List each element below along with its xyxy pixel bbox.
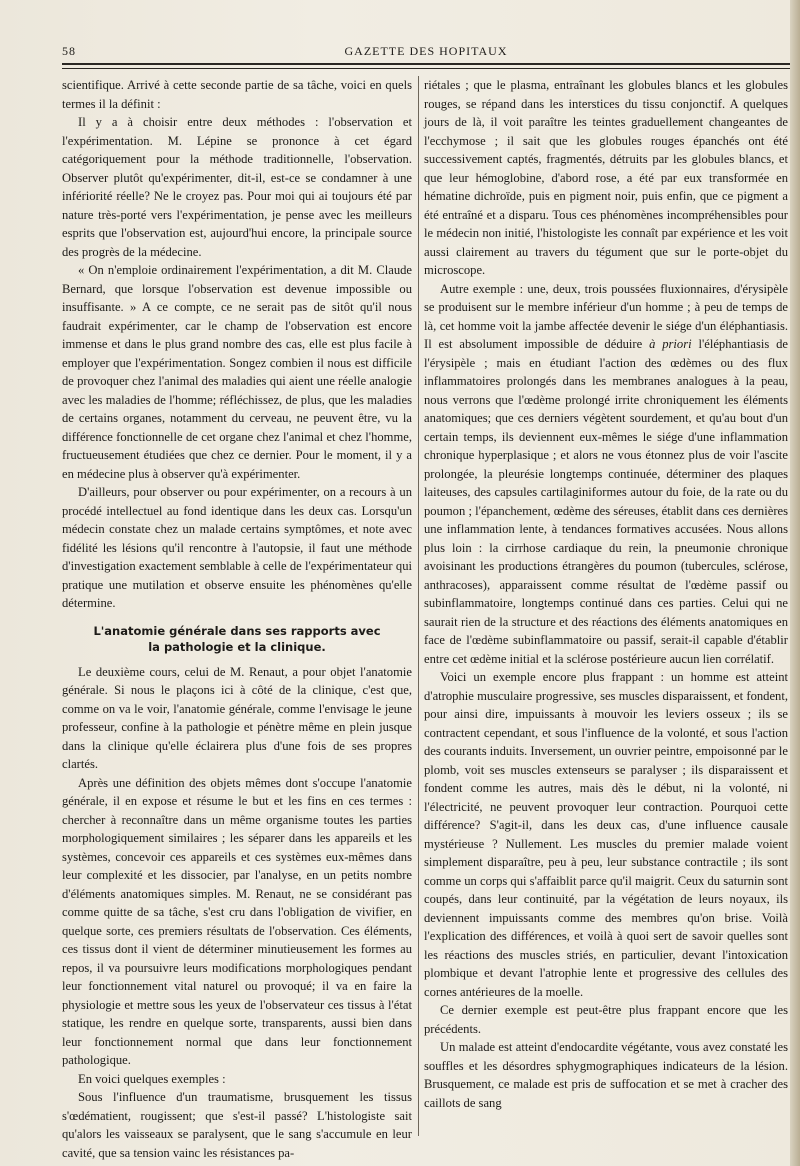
- paragraph: D'ailleurs, pour observer ou pour expérimenter, on a recours à un procédé intellectuel au fond identique dans les deux cas. Lorsqu'un médecin constate chez un malade certains symptômes, et note avec fidélité les lésions qu'il rencontre à l'autopsie, il faut une méthode d'investigation exactement semblable à celle de l'expérimentateur qui pratique une mutilation et observe ensuite les phénomènes qu'elle détermine.: [62, 485, 412, 610]
- paragraph: Ce dernier exemple est peut-être plus frappant encore que les précédents.: [424, 1003, 788, 1036]
- right-column: [424, 76, 788, 1112]
- paragraph: riétales ; que le plasma, entraînant les globules blancs et les globules rouges, se répand dans les interstices du tissu conjonctif. A quelques jours de là, il voit paraître les teintes graduellement changeantes de l'ecchymose ; il sait que les globules rouges épanchés ont été successivement captés, fragmentés, détruits par les globules blancs, et que leur hémoglobine, d'abord rose, a été par eux transformée en hématine dichroïde, puis en pigment noir, puis enfin, que ce pigment a été entraîné et a disparu. Tous ces phénomènes incompréhensibles pour le médecin non initié, l'histologiste les connaît par expérience et les voit aussi clairement au travers du tégument que sur le porte-objet du microscope.: [424, 78, 788, 277]
- section-heading-line: la pathologie et la clinique.: [148, 639, 326, 654]
- paragraph-text: Autre exemple : une, deux, trois poussées fluxionnaires, d'érysipèle se produisent sur le membre inférieur d'un homme ; à peu de temps de là, cet homme voit la jambe affectée devenir le siége d'un éléphantiasis. Il est absolument impossible de déduire: [424, 281, 788, 351]
- section-heading-line: L'anatomie générale dans ses rapports avec: [93, 623, 381, 638]
- paragraph-text: l'éléphantiasis de l'érysipèle ; mais en étudiant l'action des œdèmes ou des flux inflammatoires prolongés dans les membranes analogues à la peau, nous verrons que l'œdème prolongé irrite chroniquement les éléments anatomiques; que ces derniers végètent sourdement, et qu'au bout d'un certain temps, ils deviennent eux-mêmes le siége d'une inflammation chronique hyperplasique ; et alors ne vous étonnez plus de voir l'ascite prolongée, la pleurésie longtemps continuée, déterminer des plaques laiteuses, des capsules cartilaginiformes autour du foie, de la rate ou du poumon ; l'épanchement, œdème des séreuses, établit dans ces dernières une inflammation lente, à tendances formatives accusées. Nous allons plus loin : la cirrhose cardiaque du rein, la pneumonie chronique avoisinant les productions étrangères du poumon (tubercules, sclérose, anthracoses), apparaissent comme résultat de l'œdème passif ou subinflammatoire, longtemps continué dans ces parties. Celui qui ne saurait rien de la structure et des réactions des éléments anatomiques en face de l'œdème subinflammatoire ou passif, serait-il capable d'établir entre cet œdème initial et la sclérose postérieure aucun lien corrélatif.: [424, 337, 789, 666]
- page-edge: [790, 0, 800, 1166]
- paragraph: Un malade est atteint d'endocardite végétante, vous avez constaté les souffles et les désordres sphygmographiques indicateurs de la lésion. Brusquement, ce malade est pris de suffocation et se met à cracher des caillots de sang: [424, 1040, 788, 1110]
- paragraph: Le deuxième cours, celui de M. Renaut, a pour objet l'anatomie générale. Si nous le plaçons ici à côté de la clinique, c'est que, comme on va le voir, l'anatomie générale, comme l'envisage le jeune professeur, confine à la pathologie et pénètre même en plein jusque dans la clinique qu'elle éclairera plus d'une fois de ses propres clartés.: [62, 664, 412, 771]
- paragraph: « On n'emploie ordinairement l'expérimentation, a dit M. Claude Bernard, que lorsque l'observation est devenue impossible ou insuffisante. » A ce compte, ce ne serait pas de sitôt qu'il nous faudrait expérimenter, car le champ de l'observation est encore immense et dans le plus grand nombre des cas, elle est plus facile à employer que l'expérimentation. Songez combien il nous est difficile de provoquer chez l'animal des maladies qui aient une réelle analogie avec les maladies de l'homme; réfléchissez, de plus, que les maladies de certains organes, notamment du cerveau, ne peuvent être, vu la différence fonctionnelle de cet organe chez l'animal et chez l'homme, fructueusement étudiées que chez ce dernier. Pour le moment, il y a en médecine plus à observer qu'à expérimenter.: [62, 263, 412, 481]
- left-column: [62, 76, 412, 1162]
- paragraph: Sous l'influence d'un traumatisme, brusquement les tissus s'œdématient, rougissent; que s'est-il passé? L'histologiste sait qu'alors les vaisseaux se paralysent, que le sang s'accumule en leur cavité, que sa tension vainc les résistances pa-: [62, 1090, 412, 1160]
- paragraph: Après une définition des objets mêmes dont s'occupe l'anatomie générale, il en expose et résume le but et les fins en ces termes : chercher à reconnaître dans un même organisme toutes les parties morphologiquement similaires ; les séparer dans les appareils et les systèmes, concevoir ces appareils et ces systèmes eux-mêmes dans leur complexité et les dissocier, par l'analyse, en un petits nombre d'éléments anatomiques simples. M. Renaut, ne se considérant pas comme quitte de sa tâche, s'est cru dans l'obligation de vivifier, en quelque sorte, ces premiers résultats de l'observation. Ces éléments, ces tissus dont il vient de déterminer minutieusement les formes au repos, il va poursuivre leurs modifications morphologiques pendant leur fonctionnement vital naturel ou provoqué; il va en faire la physiologie et mettre sous les yeux de l'observateur ces tissus à l'état statique, les rendre en quelque sorte, transparents, aussi bien dans leur fonctionnement normal que dans leur fonctionnement pathologique.: [62, 775, 412, 1067]
- page-number: 58: [62, 44, 76, 58]
- page-header: [62, 44, 790, 60]
- paragraph: scientifique. Arrivé à cette seconde partie de sa tâche, voici en quels termes il la définit :: [62, 78, 412, 111]
- header-rule-thick: [62, 63, 790, 65]
- header-rule-thin: [62, 68, 790, 69]
- italic-phrase: à priori: [649, 337, 692, 351]
- column-divider: [418, 76, 419, 1136]
- paragraph: [424, 280, 788, 669]
- paragraph: Voici un exemple encore plus frappant : un homme est atteint d'atrophie musculaire progressive, ses muscles disparaissent, et fondent, pour ainsi dire, impuissants à mouvoir les leviers osseux ; ils se contractent cependant, et sous l'influence de la volonté, et sous l'action des courants induits. Inversement, un ouvrier peintre, empoisonné par le plomb, voit ses muscles extenseurs se paralyser ; ils disparaissent et fondent comme les autres, mais dès le début, ni la volonté, ni l'électricité, ne peuvent provoquer leur contraction. Pourquoi cette différence? S'agit-il, dans les deux cas, d'une influence causale mystérieuse ? Nullement. Les muscles du premier malade voient simplement disparaître, peu à peu, leur substance contractile ; ils sont comme un corps qui s'affaiblit parce qu'il maigrit. Ceux du saturnin sont coupés, dans leur continuité, par la végétation de leurs noyaux, ils deviennent impuissants comme des membres qu'on brise. Voilà l'explication des différences, et voilà à quoi sert de savoir quelles sont les réactions des muscles striés, en particulier, devant l'intoxication plombique et devant l'atrophie lente et progressive des cellules des cornes antérieures de la moelle.: [424, 670, 788, 999]
- paragraph: Il y a à choisir entre deux méthodes : l'observation et l'expérimentation. M. Lépine se prononce à cet égard catégoriquement pour la méthode traditionnelle, l'observation. Observer plutôt qu'expérimenter, dit-il, est-ce se condamner à une infériorité réelle? Ne le croyez pas. Pour moi qui ai toujours été par nature très-porté vers l'expérimentation, je pense avec les meilleurs esprits que l'observation est, aujourd'hui encore, la principale source des progrès de la médecine.: [62, 115, 412, 259]
- journal-title: GAZETTE DES HOPITAUX: [344, 44, 508, 58]
- section-heading: [62, 623, 412, 655]
- paragraph: En voici quelques exemples :: [78, 1071, 226, 1086]
